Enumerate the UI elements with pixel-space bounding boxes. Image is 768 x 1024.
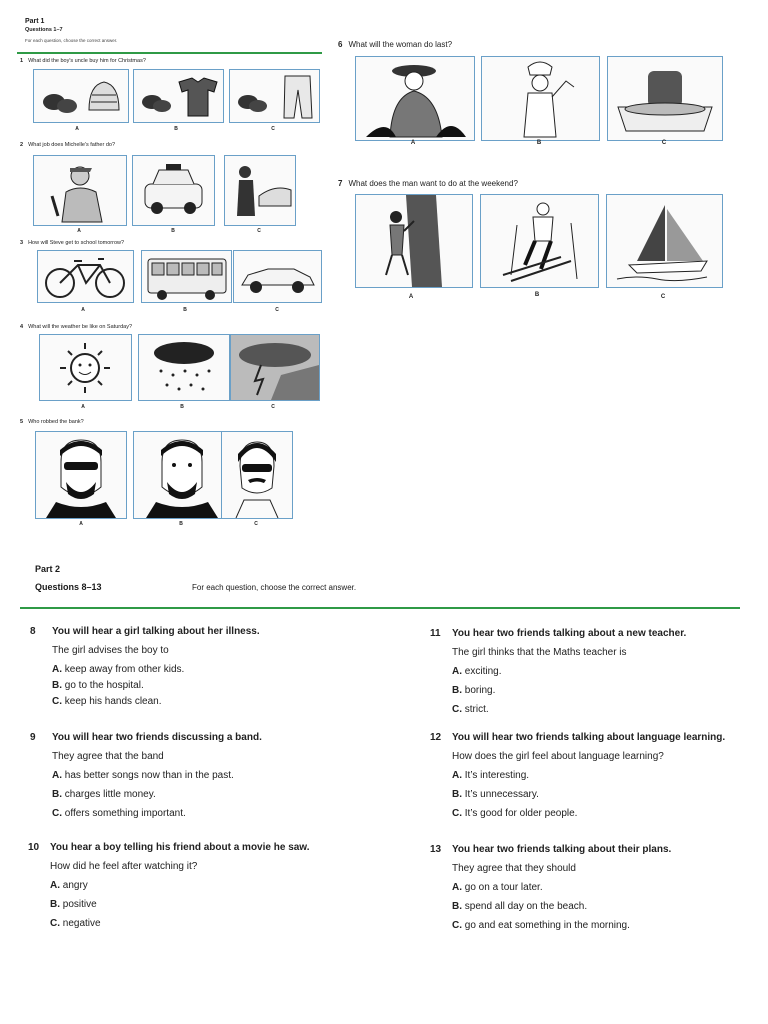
question-12: 12 You will hear two friends talking about language learning. How does the girl feel about language learning? A. It’s interesting. B. It’s unnecessary. C. It’s good for older people. [430,728,725,823]
q7-option-c-picture[interactable] [606,194,723,288]
q5-option-c-picture[interactable] [221,431,293,519]
q9-option-a[interactable]: A. has better songs now than in the past. [52,770,234,781]
rock-climbing-icon [356,195,472,287]
sun-icon [40,335,131,400]
question-10: 10 You hear a boy telling his friend about a movie he saw. How did he feel after watching it? A. angry B. positive C. negative [28,838,310,933]
part1-instruction: For each question, choose the correct answer. [25,38,118,43]
q5-label-a: A [79,521,83,527]
q3-option-b-picture[interactable] [141,250,232,303]
q6-label-c: C [661,140,667,146]
question-9: 9 You will hear two friends discussing a band. They agree that the band A. has better songs now than in the past. B. charges little money. C. offers something important. [30,728,262,823]
q13-option-a[interactable]: A. go on a tour later. [452,882,543,893]
q8-option-c[interactable]: C. keep his hands clean. [52,696,162,707]
question-8: 8 You will hear a girl talking about her illness. The girl advises the boy to A. keep away from other kids. B. go to the hospital. C. keep his hands clean. [30,622,260,711]
woman-cooking-icon [482,57,599,140]
q11-option-b[interactable]: B. boring. [452,685,496,696]
q2-option-b-picture[interactable] [132,155,215,226]
car-icon [234,251,321,302]
q3-label-a: A [81,307,85,313]
q7-option-a-picture[interactable] [355,194,473,288]
q11-option-a[interactable]: A. exciting. [452,666,502,677]
car-driver-icon [225,156,295,225]
question-2: 2 What job does Michelle's father do? [20,142,116,148]
part1-title: Part 1 [25,18,45,25]
man-beard-icon [134,432,230,518]
q13-option-c[interactable]: C. go and eat something in the morning. [452,920,630,931]
question-6: 6 What will the woman do last? [338,40,453,49]
q5-label-c: C [254,521,258,527]
question-1: 1 What did the boy's uncle buy him for Christmas? [20,58,146,64]
man-sunglasses-moustache-icon [222,432,292,518]
bicycle-icon [38,251,133,302]
part2-instruction: For each question, choose the correct answer. [192,583,357,592]
part1-panel [17,14,322,529]
q6-label-a: A [410,140,416,146]
q7-label-a: A [408,294,414,300]
skiing-icon [481,195,598,287]
q3-label-c: C [275,307,279,313]
question-3: 3 How will Steve get to school tomorrow? [20,240,125,246]
q7-option-b-picture[interactable] [480,194,599,288]
q4-option-b-picture[interactable] [138,334,230,401]
q6-option-c-picture[interactable] [607,56,723,141]
part2-divider [20,607,740,609]
q9-option-c[interactable]: C. offers something important. [52,808,186,819]
part1-divider [17,52,322,54]
woman-gardening-icon [356,57,474,140]
q1-label-c: C [271,126,275,132]
q3-label-b: B [183,307,187,313]
taxi-icon [133,156,214,225]
mechanic-icon [34,156,126,225]
q8-option-b[interactable]: B. go to the hospital. [52,680,144,691]
q5-option-a-picture[interactable] [35,431,127,519]
question-13: 13 You hear two friends talking about their plans. They agree that they should A. go on a tour later. B. spend all day on the beach. C. go and eat something in the morning. [430,840,671,935]
q8-option-a[interactable]: A. keep away from other kids. [52,664,185,675]
q3-option-a-picture[interactable] [37,250,134,303]
question-4: 4 What will the weather be like on Saturday? [20,324,133,330]
q1-option-b-picture[interactable] [133,69,224,123]
boots-and-tshirt-icon [134,70,223,122]
storm-icon [231,335,319,400]
q6-label-b: B [536,140,542,146]
dishes-sink-icon [608,57,722,140]
question-5: 5 Who robbed the bank? [20,419,84,425]
q4-label-a: A [81,404,85,410]
q5-option-b-picture[interactable] [133,431,231,519]
q4-option-a-picture[interactable] [39,334,132,401]
q4-label-c: C [271,404,275,410]
q3-option-c-picture[interactable] [233,250,322,303]
q4-label-b: B [180,404,184,410]
q11-option-c[interactable]: C. strict. [452,704,489,715]
q2-label-a: A [77,228,81,234]
part2-questions-range: Questions 8–13 [35,582,102,592]
q13-option-b[interactable]: B. spend all day on the beach. [452,901,588,912]
q12-option-b[interactable]: B. It’s unnecessary. [452,789,539,800]
q12-option-c[interactable]: C. It’s good for older people. [452,808,578,819]
q6-option-b-picture[interactable] [481,56,600,141]
q1-label-b: B [174,126,178,132]
q5-label-b: B [179,521,183,527]
q2-option-c-picture[interactable] [224,155,296,226]
part1-right-panel [333,32,741,304]
part2-title: Part 2 [35,564,61,574]
q10-option-a[interactable]: A. angry [50,880,88,891]
q7-label-c: C [660,294,666,300]
question-11: 11 You hear two friends talking about a new teacher. The girl thinks that the Maths teacher is A. exciting. B. boring. C. strict. [430,624,686,719]
rain-cloud-icon [139,335,229,400]
q4-option-c-picture[interactable] [230,334,320,401]
q2-label-b: B [171,228,175,234]
part1-questions-range: Questions 1–7 [25,27,63,33]
q1-option-c-picture[interactable] [229,69,320,123]
sailing-icon [607,195,722,287]
q2-option-a-picture[interactable] [33,155,127,226]
question-7: 7 What does the man want to do at the weekend? [338,179,518,188]
boots-and-jeans-icon [230,70,319,122]
q10-option-b[interactable]: B. positive [50,899,97,910]
q9-option-b[interactable]: B. charges little money. [52,789,156,800]
part2-panel [20,560,740,932]
q10-option-c[interactable]: C. negative [50,918,101,929]
q7-label-b: B [534,292,540,298]
q6-option-a-picture[interactable] [355,56,475,141]
q2-label-c: C [257,228,261,234]
bus-icon [142,251,231,302]
q12-option-a[interactable]: A. It’s interesting. [452,770,530,781]
q1-label-a: A [75,126,79,132]
man-sunglasses-beard-icon [36,432,126,518]
boots-and-hat-icon [34,70,128,122]
q1-option-a-picture[interactable] [33,69,129,123]
